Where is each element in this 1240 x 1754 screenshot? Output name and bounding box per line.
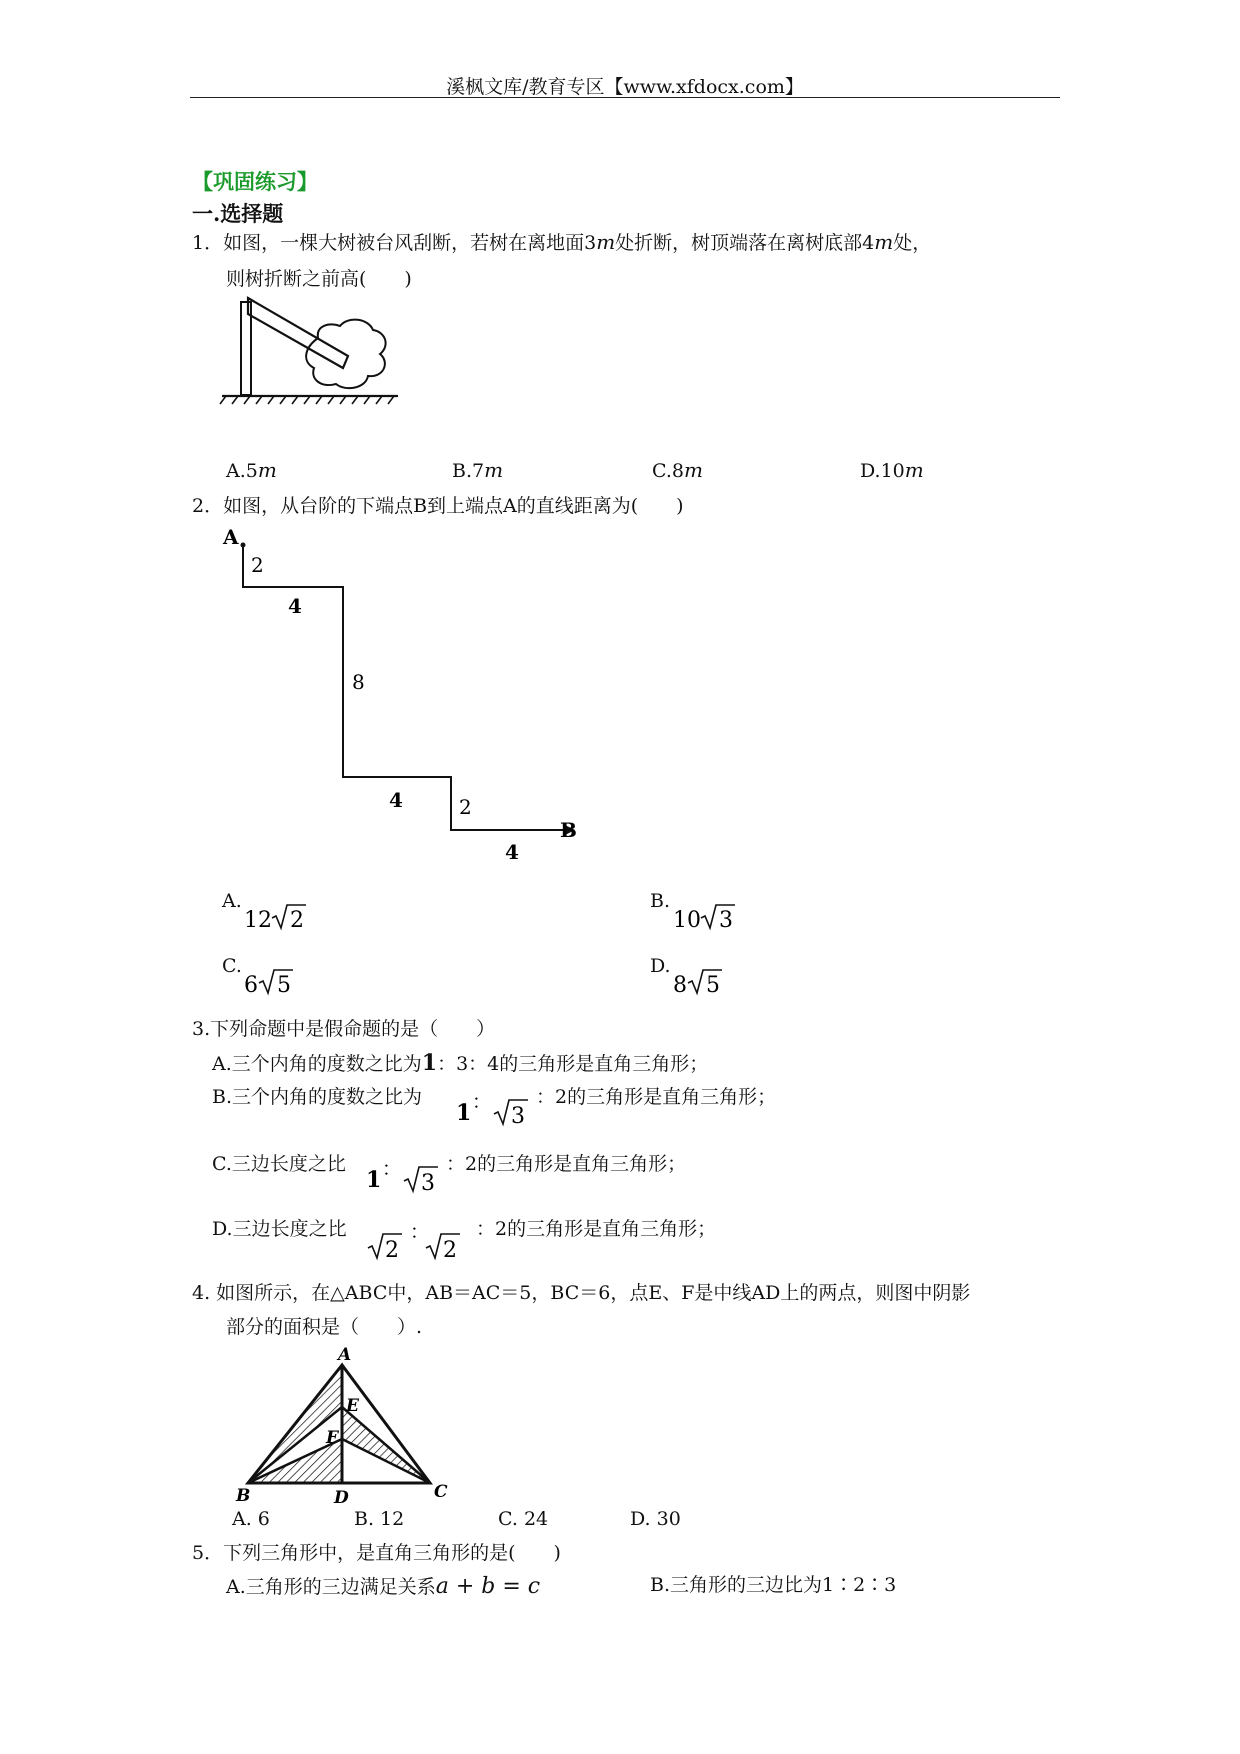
q4-line2: 部分的面积是（ ）. <box>226 1316 423 1338</box>
q1-option-b-unit: m <box>484 458 504 482</box>
q2-stair-figure <box>215 522 595 872</box>
q3-option-b-post: ：2的三角形是直角三角形； <box>536 1086 777 1108</box>
q5-option-a-math: a + b = c <box>435 1574 541 1599</box>
q4-label-c: C <box>434 1482 448 1502</box>
q3-option-d-pre: D.三边长度之比 <box>212 1218 347 1240</box>
q3-option-b-math <box>454 1086 536 1132</box>
q4-triangle-figure <box>230 1343 460 1503</box>
q2-option-a-coef: 12 <box>244 908 272 933</box>
q1-option-c-label: C.8 <box>652 460 684 482</box>
section-title: 【巩固练习】 <box>192 169 318 194</box>
q2-line1: 2．如图，从台阶的下端点B到上端点A的直线距离为( ) <box>192 495 684 517</box>
q1-option-b-label: B.7 <box>452 460 485 482</box>
q4-label-b: B <box>236 1486 251 1503</box>
q1-text-a: 1．如图，一棵大树被台风刮断，若树在离地面3 <box>192 232 597 254</box>
q3-option-c-math <box>364 1153 446 1199</box>
q2-option-d-coef: 8 <box>673 973 687 998</box>
q2-option-c-rad: 5 <box>277 973 291 998</box>
q2-option-a-rad: 2 <box>290 908 304 933</box>
q5-option-a-pre: A.三角形的三边满足关系 <box>226 1576 436 1598</box>
q1-option-c <box>652 458 703 483</box>
q1-unit-1: m <box>596 230 616 254</box>
q3-option-c-pre: C.三边长度之比 <box>212 1153 346 1175</box>
q3-option-d-rad1: 2 <box>385 1238 399 1263</box>
q1-option-b <box>452 458 503 483</box>
q3-option-c-sep: ： <box>382 1158 402 1180</box>
subsection-title: 一.选择题 <box>192 201 284 226</box>
q1-option-d-unit: m <box>904 458 924 482</box>
q3-option-d-rad2: 2 <box>443 1238 457 1263</box>
q3-option-c-one: 1 <box>366 1167 382 1193</box>
q1-option-d <box>860 458 924 483</box>
q3-line1: 3.下列命题中是假命题的是（ ） <box>192 1018 496 1040</box>
q3-option-a-post: ：3：4的三角形是直角三角形； <box>437 1053 709 1075</box>
q1-option-c-unit: m <box>684 458 703 482</box>
q2-label-a: A <box>223 525 239 549</box>
q1-option-a <box>226 458 277 483</box>
q4-option-c: C. 24 <box>498 1508 549 1530</box>
q4-label-f: F <box>326 1428 339 1448</box>
q5-option-b: B.三角形的三边比为1∶2∶3 <box>650 1574 897 1596</box>
q5-line1: 5．下列三角形中，是直角三角形的是( ) <box>192 1542 561 1564</box>
q1-option-d-label: D.10 <box>860 460 905 482</box>
q2-option-b-rad: 3 <box>719 908 733 933</box>
page-header: 溪枫文库/教育专区【www.xfdocx.com】 <box>446 76 804 98</box>
q4-option-b: B. 12 <box>354 1508 405 1530</box>
header-rule <box>190 97 1060 98</box>
q4-line1: 4. 如图所示，在△ABC中，AB＝AC＝5，BC＝6，点E、F是中线AD上的两点，则图中阴影 <box>192 1282 971 1304</box>
q2-label-seg6: 4 <box>505 840 519 864</box>
q1-line2: 则树折断之前高( ) <box>226 268 412 290</box>
q1-line1 <box>192 230 931 255</box>
q2-label-seg3: 8 <box>352 670 365 694</box>
q1-tree-figure <box>218 296 408 406</box>
q5-option-a <box>226 1574 540 1600</box>
q3-option-c-post: ：2的三角形是直角三角形； <box>446 1153 687 1175</box>
q2-option-c-label: C. <box>222 955 242 977</box>
q2-option-c-coef: 6 <box>244 973 258 998</box>
q2-option-b-value <box>673 900 753 934</box>
q4-option-a: A. 6 <box>232 1508 270 1530</box>
q2-option-d-value <box>673 965 743 999</box>
q2-option-a-label: A. <box>222 890 242 912</box>
q1-option-a-unit: m <box>257 458 277 482</box>
q2-option-b-coef: 10 <box>673 908 701 933</box>
q2-label-b: B <box>560 818 577 842</box>
q3-option-d-math <box>364 1218 484 1266</box>
q3-option-a <box>212 1050 708 1076</box>
q3-option-b-sep: ： <box>472 1091 492 1113</box>
q3-option-b-one: 1 <box>456 1100 472 1126</box>
q4-label-a: A <box>338 1345 352 1365</box>
q1-text-b: 处折断，树顶端落在离树底部4 <box>615 232 875 254</box>
q2-option-d-label: D. <box>650 955 671 977</box>
q3-option-a-one: 1 <box>421 1050 438 1076</box>
q2-option-d-rad: 5 <box>706 973 720 998</box>
q3-option-a-pre: A.三个内角的度数之比为 <box>212 1053 422 1075</box>
q2-label-seg2: 4 <box>288 594 302 618</box>
q2-option-c-value <box>244 965 314 999</box>
q4-label-d: D <box>334 1488 349 1503</box>
q3-option-b-rad: 3 <box>511 1104 525 1129</box>
q3-option-b-pre: B.三个内角的度数之比为 <box>212 1086 423 1108</box>
q2-label-seg1: 2 <box>251 553 264 577</box>
q2-label-seg4: 4 <box>389 788 403 812</box>
q2-option-a-value <box>244 900 324 934</box>
q4-option-d: D. 30 <box>630 1508 681 1530</box>
q3-option-c-rad: 3 <box>421 1171 435 1196</box>
q3-option-d-sep: ： <box>410 1221 430 1243</box>
q1-option-a-label: A.5 <box>226 460 258 482</box>
q4-label-e: E <box>346 1396 359 1416</box>
q2-label-seg5: 2 <box>459 795 472 819</box>
q2-option-b-label: B. <box>650 890 671 912</box>
q1-unit-2: m <box>874 230 894 254</box>
q3-option-d-post: ：2的三角形是直角三角形； <box>476 1218 717 1240</box>
q1-text-c: 处， <box>893 232 932 254</box>
